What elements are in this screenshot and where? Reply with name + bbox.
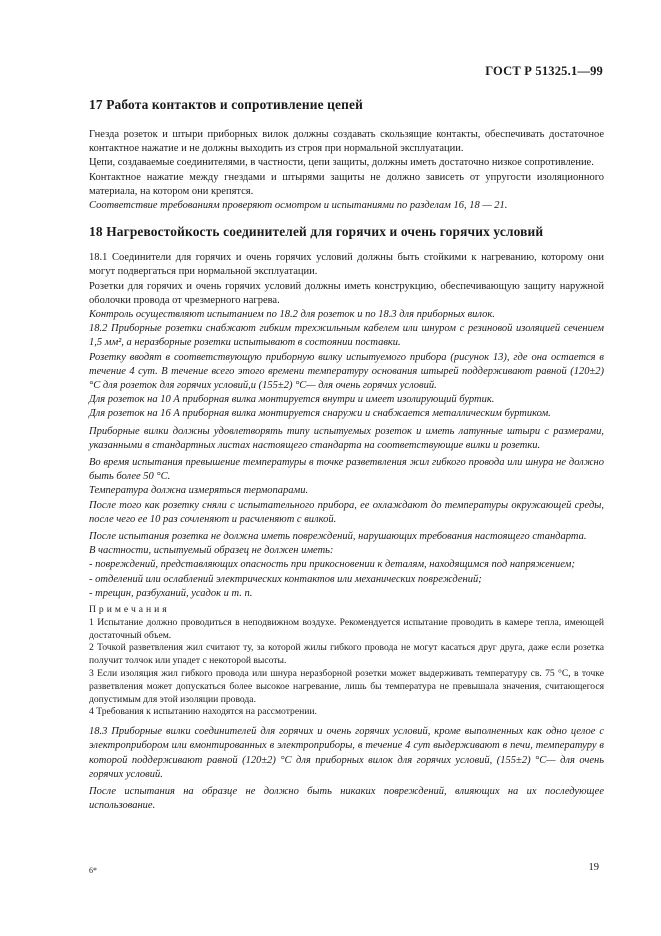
paragraph: Розетку вводят в соответствующую приборную вилку испытуемого прибора (рисунок 13), где она остается в течение 4 сут. В течение всего этого времени температуру основания штырей поддерживают равной (120±2) °С для розеток для горячих условий,и (155±2) °С— для очень горячих условий. bbox=[89, 351, 604, 392]
paragraph: Температура должна измеряться термопарами. bbox=[89, 485, 309, 497]
paragraph: Гнезда розеток и штыри приборных вилок должны создавать скользящие контакты, обеспечивать достаточное контактное нажатие и не должны выходить из строя при нормальной эксплуатации. bbox=[89, 129, 604, 155]
list-item: - трещин, разбуханий, усадок и т. п. bbox=[89, 587, 253, 599]
section-18-body bbox=[89, 251, 604, 813]
paragraph: Для розеток на 10 А приборная вилка монтируется внутри и имеет изолирующий буртик. bbox=[89, 394, 495, 406]
notes-block bbox=[89, 604, 604, 719]
paragraph: После испытания на образце не должно быть никаких повреждений, влияющих на их последующее использование. bbox=[89, 786, 604, 812]
notes-heading: Примечания bbox=[89, 604, 170, 616]
section-17-title: 17 Работа контактов и сопротивление цепей bbox=[89, 97, 363, 112]
paragraph: Контроль осуществляют испытанием по 18.2 для розеток и по 18.3 для приборных вилок. bbox=[89, 309, 495, 321]
note-item: 1 Испытание должно проводиться в неподвижном воздухе. Рекомендуется испытание проводить в камере тепла, имеющей достаточный объем. bbox=[89, 616, 604, 641]
paragraph: В частности, испытуемый образец не должен иметь: bbox=[89, 545, 334, 557]
paragraph-compliance: Соответствие требованиям проверяют осмотром и испытаниями по разделам 16, 18 — 21. bbox=[89, 200, 508, 212]
paragraph: 18.1 Соединители для горячих и очень горячих условий должны быть стойкими к нагреванию, которому они могут подвергаться при нормальной эксплуатации. bbox=[89, 252, 604, 278]
document-code-header: ГОСТ Р 51325.1—99 bbox=[485, 64, 603, 78]
paragraph: Во время испытания превышение температуры в точке разветвления жил гибкого провода или шнура не должно быть более 50 °С. bbox=[89, 457, 604, 483]
paragraph: Контактное нажатие между гнездами и штырями защиты не должно зависеть от упругости изоляционного материала, на котором они крепятся. bbox=[89, 171, 604, 197]
paragraph: 18.2 Приборные розетки снабжают гибким трехжильным кабелем или шнуром с резиновой изоляцией сечением 1,5 мм², а неразборные розетки испытывают в состоянии поставки. bbox=[89, 323, 604, 349]
paragraph: 18.3 Приборные вилки соединителей для горячих и очень горячих условий, кроме выполненных как одно целое с электроприбором или вмонтированных в электроприборы, в течение 4 сут выдерживают в печи, температуру в которой поддерживают равной (120±2) °С для приборных вилок для горячих условий, (155±2) °С— для очень горячих условий. bbox=[89, 726, 604, 780]
note-item: 3 Если изоляция жил гибкого провода или шнура неразборной розетки может выдерживать температуру св. 75 °С, в точке разветвления может допускаться более высокое нагревание, лишь бы температура не превышала значения, считающегося допустимым для этой изоляции провода. bbox=[89, 668, 604, 705]
note-item: 2 Точкой разветвления жил считают ту, за которой жилы гибкого провода не могут касаться друг друга, даже если розетка получит толчок или упадет с некоторой высоты. bbox=[89, 642, 604, 667]
paragraph: Цепи, создаваемые соединителями, в частности, цепи защиты, должны иметь достаточно низкое сопротивление. bbox=[89, 157, 594, 169]
note-item: 4 Требования к испытанию находятся на рассмотрении. bbox=[89, 706, 317, 718]
list-item: - отделений или ослаблений электрических контактов или механических повреждений; bbox=[89, 573, 482, 585]
paragraph: Для розеток на 16 А приборная вилка монтируется снаружи и снабжается металлическим буртиком. bbox=[89, 408, 551, 420]
paragraph: После испытания розетка не должна иметь повреждений, нарушающих требования настоящего стандарта. bbox=[89, 531, 587, 543]
page-content bbox=[89, 92, 604, 813]
paragraph: После того как розетку сняли с испытательного прибора, ее охлаждают до температуры окружающей среды, после чего ее 10 раз сочленяют и расчленяют с вилкой. bbox=[89, 499, 604, 525]
paragraph: Розетки для горячих и очень горячих условий должны иметь конструкцию, обеспечивающую защиту наружной оболочки провода от чрезмерного нагрева. bbox=[89, 280, 604, 306]
section-18-3-block bbox=[89, 725, 604, 813]
section-17-body bbox=[89, 128, 604, 213]
page-number: 19 bbox=[588, 862, 599, 873]
list-item: - повреждений, представляющих опасность при прикосновении к деталям, находящимся под напряжением; bbox=[89, 559, 575, 571]
section-18-title: 18 Нагревостойкость соединителей для горячих и очень горячих условий bbox=[89, 224, 544, 240]
footer-sheet-mark: 6* bbox=[89, 866, 97, 875]
paragraph: Приборные вилки должны удовлетворять типу испытуемых розеток и иметь латунные штыри с размерами, указанными в стандартных листах настоящего стандарта на соответствующие вилки и розетки. bbox=[89, 425, 604, 451]
